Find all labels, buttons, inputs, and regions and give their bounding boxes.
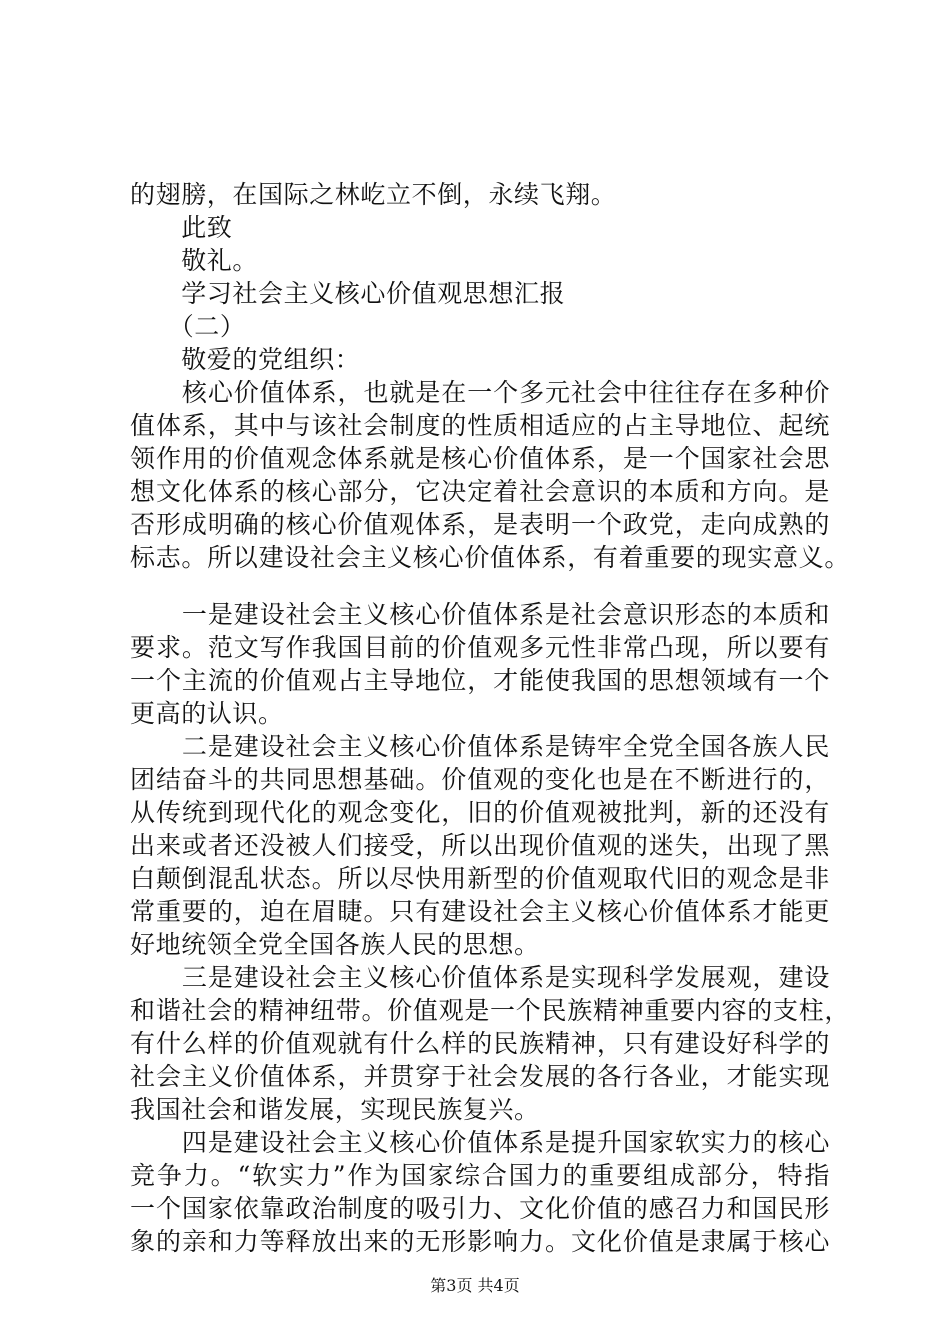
text-line: 社会主义价值体系，并贯穿于社会发展的各行各业，才能实现: [130, 1062, 830, 1091]
text-line: 的翅膀，在国际之林屹立不倒，永续飞翔。: [130, 180, 617, 209]
text-line: 二是建设社会主义核心价值体系是铸牢全党全国各族人民: [130, 732, 830, 761]
text-line: 一是建设社会主义核心价值体系是社会意识形态的本质和: [130, 600, 830, 629]
text-line: 否形成明确的核心价值观体系，是表明一个政党，走向成熟的: [130, 510, 830, 539]
text-line: 团结奋斗的共同思想基础。价值观的变化也是在不断进行的，: [130, 765, 830, 794]
text-line: 好地统领全党全国各族人民的思想。: [130, 930, 540, 959]
text-line: 从传统到现代化的观念变化，旧的价值观被批判，新的还没有: [130, 798, 830, 827]
text-line: 出来或者还没被人们接受，所以出现价值观的迷失，出现了黑: [130, 831, 830, 860]
text-line: 核心价值体系，也就是在一个多元社会中往往存在多种价: [130, 378, 830, 407]
text-line: 有什么样的价值观就有什么样的民族精神，只有建设好科学的: [130, 1029, 830, 1058]
text-line: 白颠倒混乱状态。所以尽快用新型的价值观取代旧的观念是非: [130, 864, 830, 893]
text-line: 此致: [130, 213, 233, 242]
text-line: 一个国家依靠政治制度的吸引力、文化价值的感召力和国民形: [130, 1194, 830, 1223]
text-line: 领作用的价值观念体系就是核心价值体系，是一个国家社会思: [130, 444, 830, 473]
text-line: 值体系，其中与该社会制度的性质相适应的占主导地位、起统: [130, 411, 830, 440]
text-line: （二）: [130, 312, 246, 341]
text-line: 学习社会主义核心价值观思想汇报: [130, 279, 566, 308]
text-line: 想文化体系的核心部分，它决定着社会意识的本质和方向。是: [130, 477, 830, 506]
text-line: 象的亲和力等释放出来的无形影响力。文化价值是隶属于核心: [130, 1227, 830, 1256]
page-number-footer: 第3页 共4页: [430, 1276, 520, 1295]
text-line: 要求。范文写作我国目前的价值观多元性非常凸现，所以要有: [130, 633, 830, 662]
text-line: 敬爱的党组织：: [130, 345, 361, 374]
text-line: 竞争力。“软实力”作为国家综合国力的重要组成部分，特指: [130, 1161, 830, 1190]
text-line: 三是建设社会主义核心价值体系是实现科学发展观，建设: [130, 963, 830, 992]
text-line: 敬礼。: [130, 246, 259, 275]
text-line: 标志。所以建设社会主义核心价值体系，有着重要的现实意义。: [130, 543, 850, 572]
text-line: 常重要的，迫在眉睫。只有建设社会主义核心价值体系才能更: [130, 897, 830, 926]
text-line: 我国社会和谐发展，实现民族复兴。: [130, 1095, 540, 1124]
text-line: 更高的认识。: [130, 699, 284, 728]
text-line: 四是建设社会主义核心价值体系是提升国家软实力的核心: [130, 1128, 830, 1157]
text-line: 和谐社会的精神纽带。价值观是一个民族精神重要内容的支柱，: [130, 996, 850, 1025]
text-line: 一个主流的价值观占主导地位，才能使我国的思想领域有一个: [130, 666, 830, 695]
